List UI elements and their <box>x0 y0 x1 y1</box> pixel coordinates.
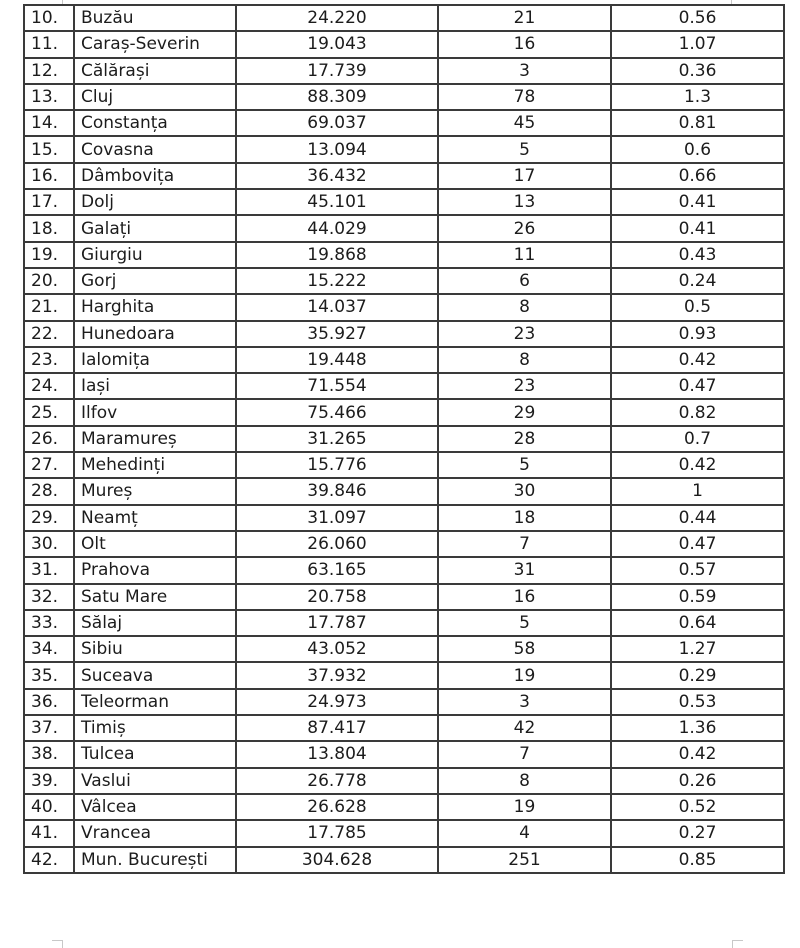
row-number-cell: 38. <box>24 741 74 767</box>
table-row <box>24 268 784 294</box>
rate-cell: 0.6 <box>611 136 784 162</box>
rate-cell: 0.52 <box>611 794 784 820</box>
table-row <box>24 794 784 820</box>
table-row <box>24 136 784 162</box>
rate-cell: 0.29 <box>611 662 784 688</box>
county-name-cell: Harghita <box>74 294 236 320</box>
value-cell: 17.787 <box>236 610 438 636</box>
table-row <box>24 426 784 452</box>
count-cell: 7 <box>438 531 611 557</box>
count-cell: 8 <box>438 768 611 794</box>
rate-cell: 0.7 <box>611 426 784 452</box>
rate-cell: 1 <box>611 478 784 504</box>
value-cell: 26.778 <box>236 768 438 794</box>
row-number-cell: 29. <box>24 505 74 531</box>
row-number-cell: 36. <box>24 689 74 715</box>
table-row <box>24 610 784 636</box>
row-number-cell: 40. <box>24 794 74 820</box>
county-name-cell: Ilfov <box>74 399 236 425</box>
row-number-cell: 24. <box>24 373 74 399</box>
count-cell: 6 <box>438 268 611 294</box>
count-cell: 28 <box>438 426 611 452</box>
table-row <box>24 110 784 136</box>
count-cell: 58 <box>438 636 611 662</box>
table-row <box>24 163 784 189</box>
row-number-cell: 23. <box>24 347 74 373</box>
value-cell: 88.309 <box>236 84 438 110</box>
county-name-cell: Hunedoara <box>74 321 236 347</box>
row-number-cell: 21. <box>24 294 74 320</box>
value-cell: 36.432 <box>236 163 438 189</box>
value-cell: 17.785 <box>236 820 438 846</box>
count-cell: 19 <box>438 662 611 688</box>
count-cell: 78 <box>438 84 611 110</box>
count-cell: 18 <box>438 505 611 531</box>
table-row <box>24 294 784 320</box>
value-cell: 19.448 <box>236 347 438 373</box>
table-row <box>24 768 784 794</box>
rate-cell: 0.47 <box>611 531 784 557</box>
rate-cell: 0.85 <box>611 847 784 873</box>
rate-cell: 0.42 <box>611 741 784 767</box>
row-number-cell: 26. <box>24 426 74 452</box>
row-number-cell: 13. <box>24 84 74 110</box>
rate-cell: 0.64 <box>611 610 784 636</box>
rate-cell: 0.53 <box>611 689 784 715</box>
county-name-cell: Timiș <box>74 715 236 741</box>
value-cell: 17.739 <box>236 58 438 84</box>
county-name-cell: Dolj <box>74 189 236 215</box>
value-cell: 19.043 <box>236 31 438 57</box>
value-cell: 24.973 <box>236 689 438 715</box>
county-name-cell: Buzău <box>74 5 236 31</box>
county-name-cell: Sibiu <box>74 636 236 662</box>
row-number-cell: 17. <box>24 189 74 215</box>
value-cell: 26.628 <box>236 794 438 820</box>
row-number-cell: 22. <box>24 321 74 347</box>
row-number-cell: 18. <box>24 215 74 241</box>
table-row <box>24 847 784 873</box>
rate-cell: 0.81 <box>611 110 784 136</box>
rate-cell: 0.5 <box>611 294 784 320</box>
count-cell: 5 <box>438 610 611 636</box>
table-row <box>24 715 784 741</box>
table-row <box>24 399 784 425</box>
rate-cell: 0.41 <box>611 215 784 241</box>
value-cell: 35.927 <box>236 321 438 347</box>
row-number-cell: 39. <box>24 768 74 794</box>
count-cell: 23 <box>438 373 611 399</box>
value-cell: 15.222 <box>236 268 438 294</box>
county-name-cell: Dâmbovița <box>74 163 236 189</box>
row-number-cell: 34. <box>24 636 74 662</box>
table-row <box>24 584 784 610</box>
county-name-cell: Covasna <box>74 136 236 162</box>
rate-cell: 0.93 <box>611 321 784 347</box>
rate-cell: 0.43 <box>611 242 784 268</box>
value-cell: 31.097 <box>236 505 438 531</box>
row-number-cell: 37. <box>24 715 74 741</box>
county-name-cell: Sălaj <box>74 610 236 636</box>
row-number-cell: 42. <box>24 847 74 873</box>
table-row <box>24 58 784 84</box>
county-name-cell: Călărași <box>74 58 236 84</box>
count-cell: 7 <box>438 741 611 767</box>
count-cell: 16 <box>438 584 611 610</box>
value-cell: 26.060 <box>236 531 438 557</box>
value-cell: 87.417 <box>236 715 438 741</box>
county-name-cell: Vâlcea <box>74 794 236 820</box>
county-name-cell: Constanța <box>74 110 236 136</box>
county-name-cell: Mureș <box>74 478 236 504</box>
count-cell: 251 <box>438 847 611 873</box>
county-name-cell: Giurgiu <box>74 242 236 268</box>
rate-cell: 0.27 <box>611 820 784 846</box>
value-cell: 13.804 <box>236 741 438 767</box>
county-data-table <box>23 4 785 874</box>
count-cell: 23 <box>438 321 611 347</box>
row-number-cell: 11. <box>24 31 74 57</box>
value-cell: 13.094 <box>236 136 438 162</box>
rate-cell: 0.59 <box>611 584 784 610</box>
row-number-cell: 16. <box>24 163 74 189</box>
row-number-cell: 33. <box>24 610 74 636</box>
county-name-cell: Maramureș <box>74 426 236 452</box>
county-name-cell: Mun. București <box>74 847 236 873</box>
value-cell: 14.037 <box>236 294 438 320</box>
table-row <box>24 84 784 110</box>
rate-cell: 0.66 <box>611 163 784 189</box>
rate-cell: 0.36 <box>611 58 784 84</box>
table-row <box>24 189 784 215</box>
county-name-cell: Vrancea <box>74 820 236 846</box>
table-row <box>24 636 784 662</box>
county-name-cell: Caraș-Severin <box>74 31 236 57</box>
row-number-cell: 25. <box>24 399 74 425</box>
row-number-cell: 35. <box>24 662 74 688</box>
count-cell: 21 <box>438 5 611 31</box>
rate-cell: 0.56 <box>611 5 784 31</box>
count-cell: 8 <box>438 347 611 373</box>
table-row <box>24 557 784 583</box>
row-number-cell: 12. <box>24 58 74 84</box>
count-cell: 3 <box>438 58 611 84</box>
rate-cell: 0.24 <box>611 268 784 294</box>
count-cell: 30 <box>438 478 611 504</box>
count-cell: 5 <box>438 136 611 162</box>
count-cell: 42 <box>438 715 611 741</box>
table-body <box>24 5 784 873</box>
count-cell: 17 <box>438 163 611 189</box>
rate-cell: 0.42 <box>611 452 784 478</box>
county-name-cell: Suceava <box>74 662 236 688</box>
count-cell: 3 <box>438 689 611 715</box>
rate-cell: 0.26 <box>611 768 784 794</box>
value-cell: 20.758 <box>236 584 438 610</box>
county-name-cell: Prahova <box>74 557 236 583</box>
table-row <box>24 689 784 715</box>
table-row <box>24 373 784 399</box>
county-name-cell: Olt <box>74 531 236 557</box>
table-row <box>24 31 784 57</box>
row-number-cell: 32. <box>24 584 74 610</box>
row-number-cell: 41. <box>24 820 74 846</box>
rate-cell: 0.42 <box>611 347 784 373</box>
table-row <box>24 215 784 241</box>
table-row <box>24 741 784 767</box>
table-row <box>24 662 784 688</box>
count-cell: 29 <box>438 399 611 425</box>
table-row <box>24 478 784 504</box>
value-cell: 75.466 <box>236 399 438 425</box>
count-cell: 13 <box>438 189 611 215</box>
count-cell: 19 <box>438 794 611 820</box>
county-name-cell: Mehedinți <box>74 452 236 478</box>
count-cell: 45 <box>438 110 611 136</box>
county-name-cell: Tulcea <box>74 741 236 767</box>
row-number-cell: 28. <box>24 478 74 504</box>
row-number-cell: 15. <box>24 136 74 162</box>
rate-cell: 0.44 <box>611 505 784 531</box>
county-name-cell: Satu Mare <box>74 584 236 610</box>
rate-cell: 1.27 <box>611 636 784 662</box>
table-row <box>24 820 784 846</box>
county-name-cell: Galați <box>74 215 236 241</box>
rate-cell: 1.07 <box>611 31 784 57</box>
value-cell: 63.165 <box>236 557 438 583</box>
table-row <box>24 347 784 373</box>
count-cell: 5 <box>438 452 611 478</box>
count-cell: 16 <box>438 31 611 57</box>
county-name-cell: Teleorman <box>74 689 236 715</box>
value-cell: 44.029 <box>236 215 438 241</box>
table-row <box>24 5 784 31</box>
count-cell: 31 <box>438 557 611 583</box>
row-number-cell: 14. <box>24 110 74 136</box>
value-cell: 39.846 <box>236 478 438 504</box>
row-number-cell: 10. <box>24 5 74 31</box>
value-cell: 69.037 <box>236 110 438 136</box>
county-name-cell: Iași <box>74 373 236 399</box>
page-corner-mark-bottom-left <box>52 940 63 948</box>
rate-cell: 0.57 <box>611 557 784 583</box>
value-cell: 19.868 <box>236 242 438 268</box>
county-name-cell: Gorj <box>74 268 236 294</box>
row-number-cell: 20. <box>24 268 74 294</box>
table-row <box>24 452 784 478</box>
rate-cell: 0.82 <box>611 399 784 425</box>
value-cell: 15.776 <box>236 452 438 478</box>
row-number-cell: 27. <box>24 452 74 478</box>
table-row <box>24 242 784 268</box>
value-cell: 37.932 <box>236 662 438 688</box>
value-cell: 31.265 <box>236 426 438 452</box>
value-cell: 24.220 <box>236 5 438 31</box>
value-cell: 43.052 <box>236 636 438 662</box>
county-name-cell: Vaslui <box>74 768 236 794</box>
row-number-cell: 19. <box>24 242 74 268</box>
county-name-cell: Cluj <box>74 84 236 110</box>
table-row <box>24 321 784 347</box>
count-cell: 8 <box>438 294 611 320</box>
value-cell: 45.101 <box>236 189 438 215</box>
page-corner-mark-bottom-right <box>732 940 743 948</box>
count-cell: 26 <box>438 215 611 241</box>
row-number-cell: 30. <box>24 531 74 557</box>
rate-cell: 1.3 <box>611 84 784 110</box>
rate-cell: 1.36 <box>611 715 784 741</box>
count-cell: 4 <box>438 820 611 846</box>
county-name-cell: Neamț <box>74 505 236 531</box>
rate-cell: 0.47 <box>611 373 784 399</box>
table-row <box>24 505 784 531</box>
value-cell: 304.628 <box>236 847 438 873</box>
row-number-cell: 31. <box>24 557 74 583</box>
rate-cell: 0.41 <box>611 189 784 215</box>
table-row <box>24 531 784 557</box>
county-name-cell: Ialomița <box>74 347 236 373</box>
value-cell: 71.554 <box>236 373 438 399</box>
count-cell: 11 <box>438 242 611 268</box>
